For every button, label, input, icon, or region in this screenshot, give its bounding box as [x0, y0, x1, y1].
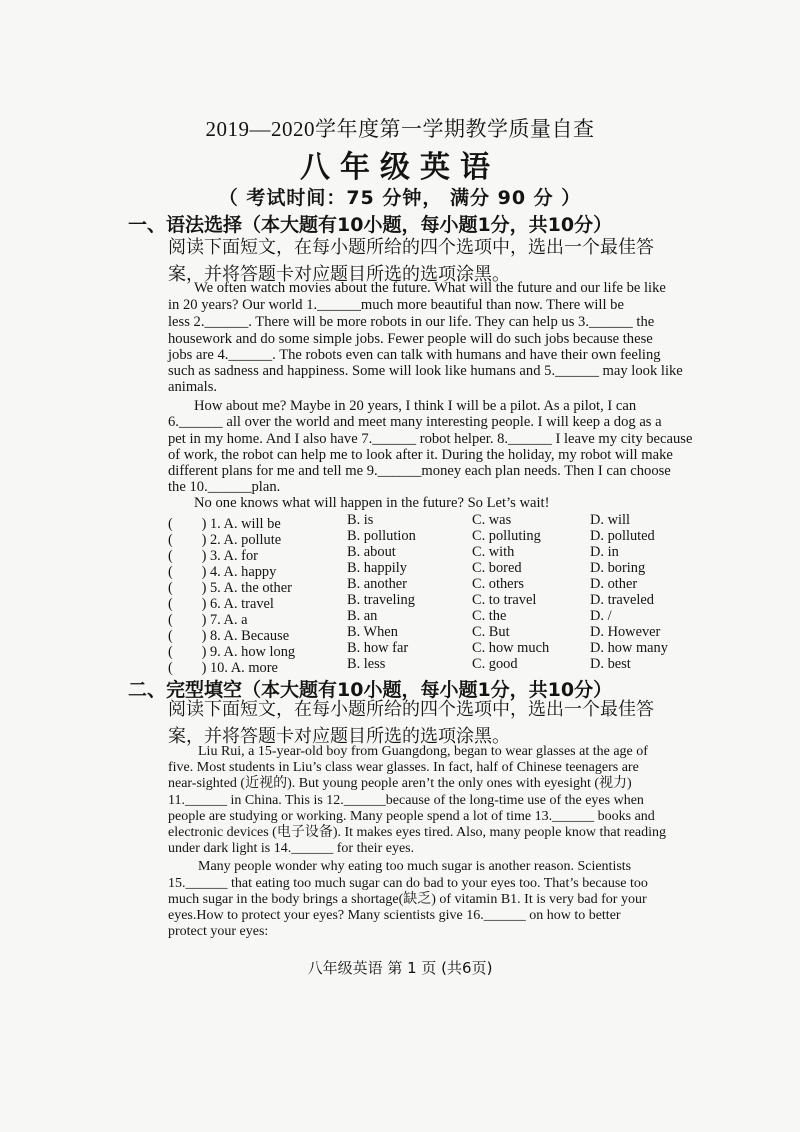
section1-heading: 一、语法选择（本大题有10小题，每小题1分，共10分）	[128, 214, 613, 236]
option-c: C. how much	[472, 640, 550, 656]
option-d: D. /	[590, 608, 612, 624]
option-d: D. traveled	[590, 592, 654, 608]
option-c: C. with	[472, 544, 515, 560]
passage-line: jobs are 4.______. The robots even can talk with humans and have their own feeling	[168, 347, 661, 363]
option-c: C. others	[472, 576, 524, 592]
option-c: C. bored	[472, 560, 522, 576]
option-a: ( ) 10. A. more	[168, 660, 278, 676]
passage-line: 15.______ that eating too much sugar can do bad to your eyes too. That’s because too	[168, 876, 648, 891]
passage-line: pet in my home. And I also have 7.______ robot helper. 8.______ I leave my city because	[168, 431, 693, 447]
option-b: B. When	[347, 624, 398, 640]
option-b: B. traveling	[347, 592, 415, 608]
option-c: C. polluting	[472, 528, 541, 544]
section2-instruction: 阅读下面短文，在每小题所给的四个选项中，选出一个最佳答案，并将答题卡对应题目所选的选项涂黑。	[168, 699, 654, 747]
option-b: B. pollution	[347, 528, 416, 544]
passage-line: much sugar in the body brings a shortage(缺乏) of vitamin B1. It is very bad for your	[168, 892, 647, 907]
passage-line: people are studying or working. Many people spend a lot of time 13.______ books and	[168, 809, 655, 824]
passage-line: animals.	[168, 379, 218, 395]
passage-line: housework and do some simple jobs. Fewer people will do such jobs because these	[168, 331, 653, 347]
option-b: B. less	[347, 656, 386, 672]
passage-line: Many people wonder why eating too much sugar is another reason. Scientists	[198, 859, 632, 874]
passage-line: 11.______ in China. This is 12.______because of the long-time use of the eyes when	[168, 793, 644, 808]
passage-line: in 20 years? Our world 1.______much more beautiful than now. There will be	[168, 297, 624, 313]
exam-title-year: 2019—2020学年度第一学期教学质量自查	[205, 117, 595, 141]
page-footer: 八年级英语 第 1 页 (共6页)	[307, 959, 493, 977]
option-a: ( ) 6. A. travel	[168, 596, 274, 612]
passage-line: near-sighted (近视的). But young people aren’t the only ones with eyesight (视力)	[168, 776, 632, 791]
option-d: D. in	[590, 544, 619, 560]
exam-time-score: （ 考试时间：75 分钟， 满分 90 分 ）	[218, 187, 582, 209]
option-a: ( ) 1. A. will be	[168, 516, 281, 532]
option-c: C. good	[472, 656, 518, 672]
option-c: C. to travel	[472, 592, 537, 608]
option-b: B. is	[347, 512, 374, 528]
option-d: D. how many	[590, 640, 668, 656]
option-c: C. was	[472, 512, 512, 528]
option-a: ( ) 9. A. how long	[168, 644, 296, 660]
option-a: ( ) 2. A. pollute	[168, 532, 282, 548]
option-d: D. will	[590, 512, 630, 528]
exam-title-subject: 八年级英语	[300, 150, 500, 185]
passage-line: such as sadness and happiness. Some will look like humans and 5.______ may look like	[168, 363, 683, 379]
passage-line: eyes.How to protect your eyes? Many scientists give 16.______ on how to better	[168, 908, 621, 923]
passage-line: electronic devices (电子设备). It makes eyes tired. Also, many people know that reading	[168, 825, 667, 840]
passage-line: different plans for me and tell me 9.______money each plan needs. Then I can choose	[168, 463, 671, 479]
passage-line: 6.______ all over the world and meet many interesting people. I will keep a dog as a	[168, 414, 662, 430]
passage-line: the 10.______plan.	[168, 479, 281, 495]
passage-line: protect your eyes:	[168, 924, 269, 939]
option-c: C. the	[472, 608, 507, 624]
option-c: C. But	[472, 624, 510, 640]
option-a: ( ) 4. A. happy	[168, 564, 277, 580]
option-d: D. boring	[590, 560, 646, 576]
passage-line: of work, the robot can help me to look after it. During the holiday, my robot will make	[168, 447, 673, 463]
option-a: ( ) 8. A. Because	[168, 628, 290, 644]
option-a: ( ) 7. A. a	[168, 612, 248, 628]
passage-line: We often watch movies about the future. What will the future and our life be like	[194, 280, 666, 296]
option-b: B. about	[347, 544, 396, 560]
option-b: B. happily	[347, 560, 407, 576]
option-d: D. best	[590, 656, 631, 672]
passage-line: less 2.______. There will be more robots in our life. They can help us 3.______ the	[168, 314, 655, 330]
section1-instruction: 阅读下面短文，在每小题所给的四个选项中，选出一个最佳答案，并将答题卡对应题目所选的选项涂黑。	[168, 237, 654, 285]
passage-line: How about me? Maybe in 20 years, I think I will be a pilot. As a pilot, I can	[194, 398, 637, 414]
passage-line: under dark light is 14.______ for their eyes.	[168, 841, 415, 856]
passage-line: Liu Rui, a 15-year-old boy from Guangdong, began to wear glasses at the age of	[198, 744, 648, 759]
passage-line: No one knows what will happen in the future? So Let’s wait!	[194, 495, 550, 511]
option-d: D. other	[590, 576, 638, 592]
option-b: B. another	[347, 576, 407, 592]
section2-heading: 二、完型填空（本大题有10小题，每小题1分，共10分）	[128, 679, 613, 701]
option-a: ( ) 3. A. for	[168, 548, 258, 564]
option-d: D. However	[590, 624, 661, 640]
option-b: B. how far	[347, 640, 409, 656]
option-b: B. an	[347, 608, 378, 624]
option-a: ( ) 5. A. the other	[168, 580, 292, 596]
option-d: D. polluted	[590, 528, 655, 544]
passage-line: five. Most students in Liu’s class wear glasses. In fact, half of Chinese teenagers are	[168, 760, 639, 775]
